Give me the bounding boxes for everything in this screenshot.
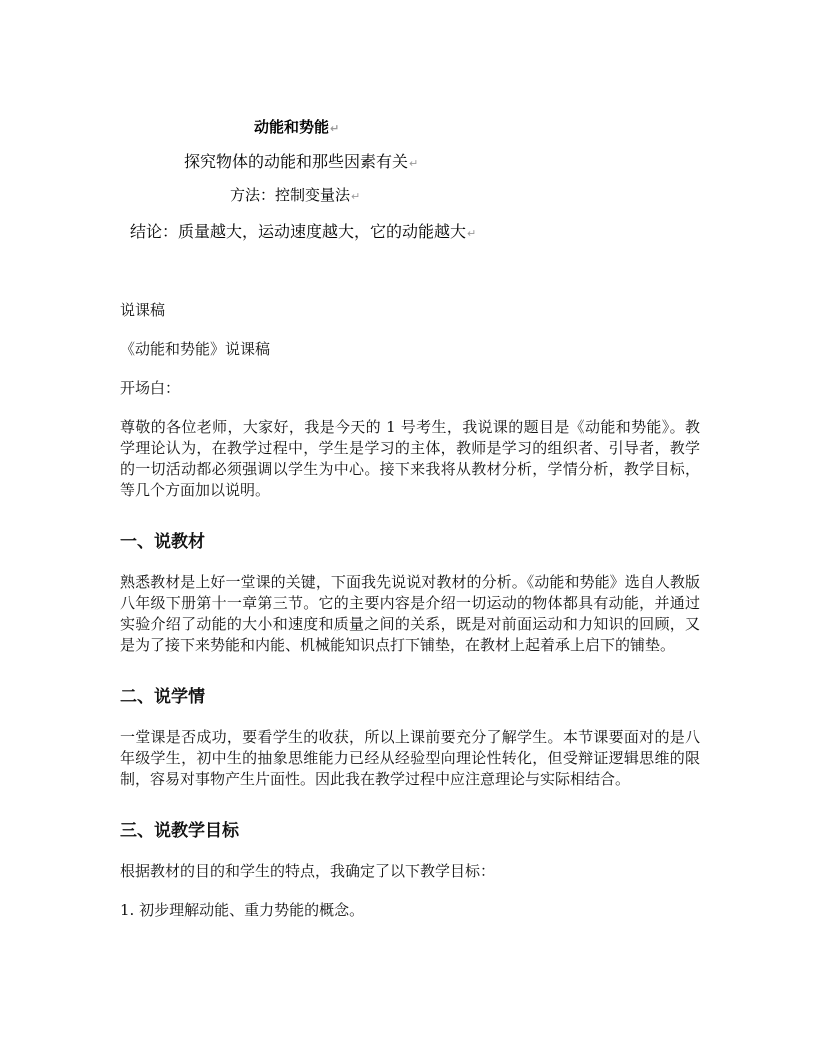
goal-item: 1. 初步理解动能、重力势能的概念。 (120, 901, 365, 919)
paragraph-mark-icon: ↵ (330, 122, 340, 135)
students-paragraph: 一堂课是否成功，要看学生的收获，所以上课前要充分了解学生。本节课要面对的是八年级学生，初中生的抽象思维能力已经从经验型向理论性转化，但受辩证逻辑思维的限制，容易对事物产生片面性。因此我在教学过程中应注意理论与实际相结合。 (120, 728, 700, 788)
doc-title: 《动能和势能》说课稿 (120, 340, 271, 358)
opening-line: 开场白： (120, 379, 181, 397)
paragraph-mark-icon: ↵ (467, 227, 477, 240)
paragraph-mark-icon: ↵ (351, 190, 361, 203)
document-body (120, 300, 700, 939)
method-line: 方法：控制变量法↵ (230, 186, 361, 204)
goals-paragraph: 根据教材的目的和学生的特点，我确定了以下教学目标： (120, 862, 496, 880)
conclusion-line: 结论：质量越大，运动速度越大，它的动能越大↵ (130, 222, 477, 241)
textbook-paragraph: 熟悉教材是上好一堂课的关键，下面我先说说对教材的分析。《动能和势能》选自人教版八年级下册第十一章第三节。它的主要内容是介绍一切运动的物体都具有动能，并通过实验介绍了动能的大小和速度和质量之间的关系，既是对前面运动和力知识的回顾，又是为了接下来势能和内能、机械能知识点打下铺垫，在教材上起着承上启下的铺垫。 (120, 573, 700, 654)
paragraph-mark-icon: ↵ (409, 157, 419, 170)
intro-paragraph: 尊敬的各位老师，大家好，我是今天的 1 号考生，我说课的题目是《动能和势能》。教学理论认为，在教学过程中，学生是学习的主体，教师是学习的组织者、引导者，教学的一切活动都必须强调以学生为中心。接下来我将从教材分析，学情分析，教学目标，等几个方面加以说明。 (120, 418, 700, 499)
topic-title: 动能和势能↵ (254, 118, 340, 136)
section-heading-students: 二、说学情 (120, 687, 205, 707)
section-heading-goals: 三、说教学目标 (120, 821, 239, 841)
section-heading-textbook: 一、说教材 (120, 532, 205, 552)
label-line: 说课稿 (120, 301, 166, 319)
topic-subtitle: 探究物体的动能和那些因素有关↵ (184, 152, 419, 171)
